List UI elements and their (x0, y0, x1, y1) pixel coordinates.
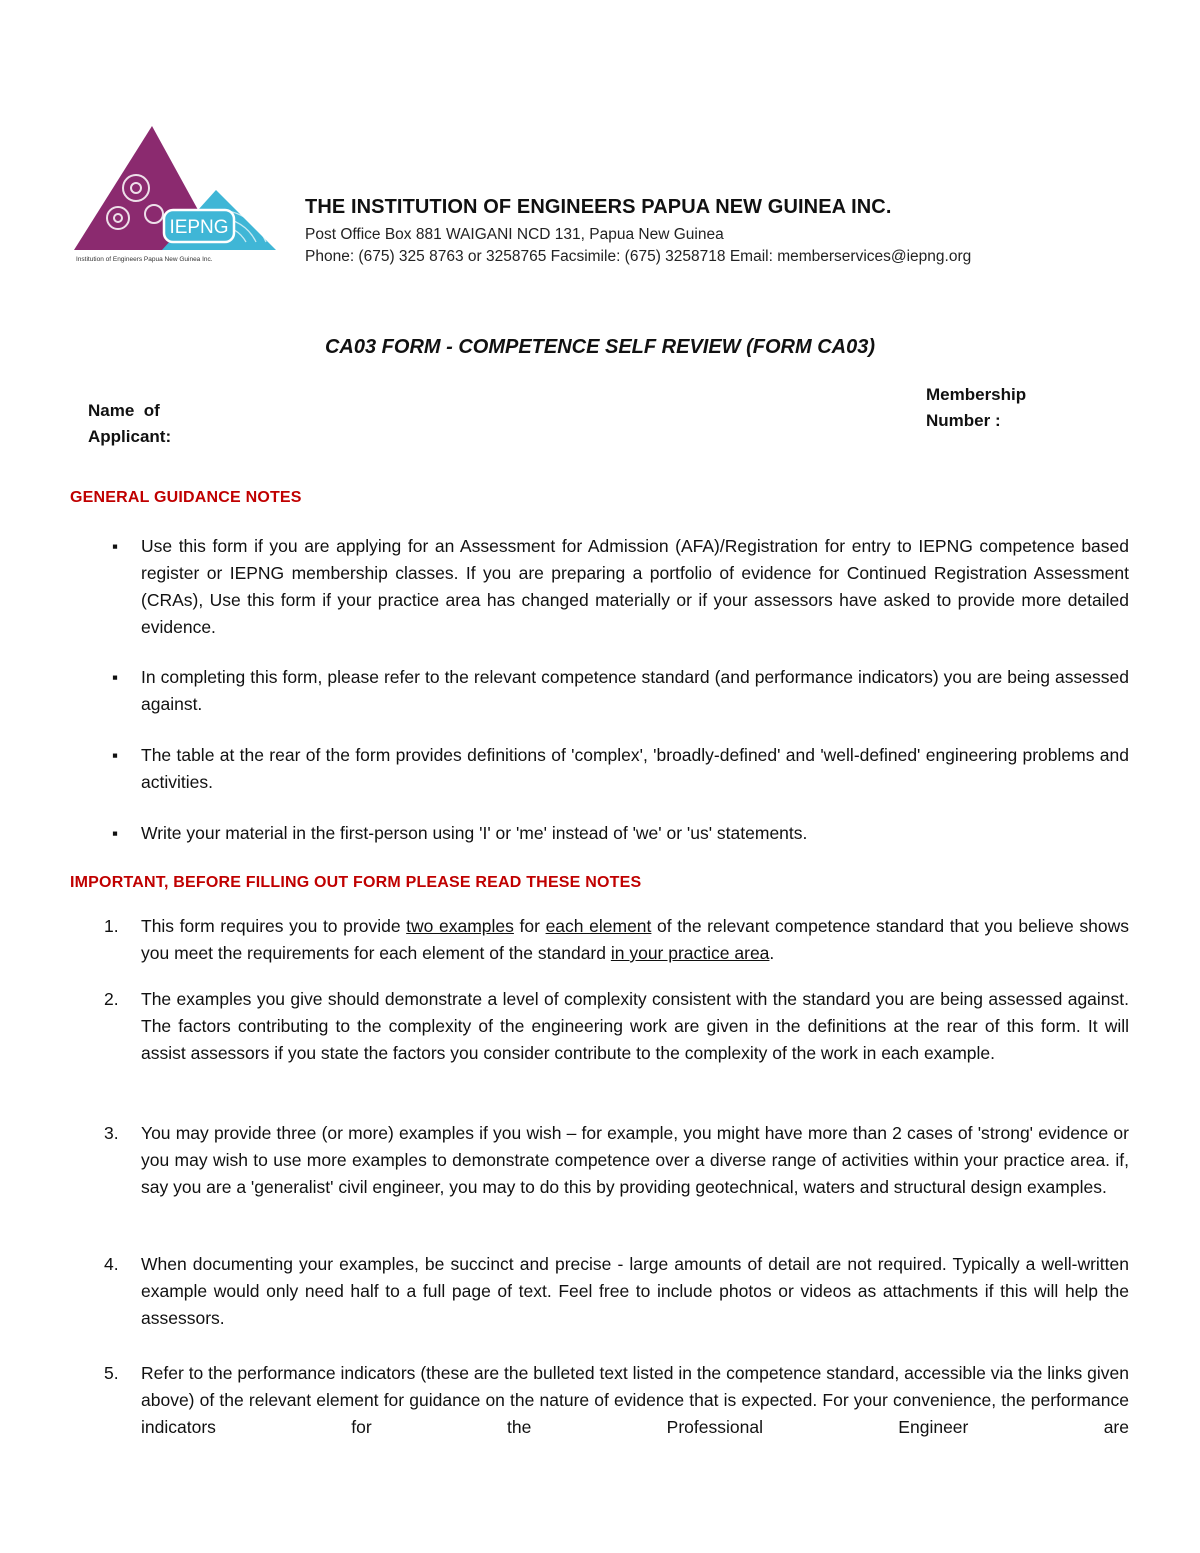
org-name: THE INSTITUTION OF ENGINEERS PAPUA NEW GUINEA INC. (305, 196, 892, 218)
note-1-text-a: This form requires you to provide (141, 916, 407, 936)
note-number-4: 4. (104, 1254, 119, 1274)
note-1-underline-practice-area: in your practice area (610, 943, 770, 963)
bullet-icon: ▪ (112, 824, 119, 843)
note-item-2: The examples you give should demonstrate a level of complexity consistent with the standard you are being assessed against. The factors contributing to the complexity of the engineering work are given in the definitions at the rear of this form. It will assist assessors if you state the factors you consider contribute to the complexity of the work in each example. (141, 989, 1129, 1063)
logo-text: IEPNG (169, 217, 229, 238)
iepng-logo (70, 118, 280, 268)
general-guidance-heading: GENERAL GUIDANCE NOTES (70, 489, 302, 506)
note-number-2: 2. (104, 989, 119, 1009)
applicant-name-label (88, 398, 171, 450)
applicant-name-label-line2: Applicant: (88, 427, 172, 446)
applicant-name-label-line1: Name of (88, 401, 160, 420)
membership-number-label (926, 382, 1026, 434)
note-item-5: Refer to the performance indicators (these are the bulleted text listed in the competence standard, accessible via the links given above) of the relevant element for guidance on the nature of evidence that is expected. For your convenience, the performance indicators for the Professional Engineer are (141, 1363, 1129, 1437)
note-1-text-c: of the relevant competence standard that you believe shows you meet the requirements for each element of the standard (141, 916, 1129, 963)
membership-label-line2: Number : (926, 411, 1001, 430)
note-item-3: You may provide three (or more) examples if you wish – for example, you might have more than 2 cases of 'strong' evidence or you may wish to use more examples to demonstrate competence over a diverse range of activities within your practice area. if, say you are a 'generalist' civil engineer, you may to do this by providing geotechnical, waters and structural design examples. (141, 1123, 1129, 1197)
note-1-text-d: . (769, 943, 775, 963)
note-number-3: 3. (104, 1123, 119, 1143)
bullet-icon: ▪ (112, 537, 119, 556)
note-1-underline-each-element: each element (545, 916, 652, 936)
guidance-item-2: In completing this form, please refer to the relevant competence standard (and performance indicators) you are being assessed against. (141, 667, 1129, 714)
org-contact: Phone: (675) 325 8763 or 3258765 Facsimile: (675) 3258718 Email: memberservices@iepng.org (305, 248, 972, 265)
note-item-4: When documenting your examples, be succinct and precise - large amounts of detail are not required. Typically a well-written example would only need half to a full page of text. Feel free to include photos or videos as attachments if this will help the assessors. (141, 1254, 1129, 1328)
note-number-1: 1. (104, 916, 119, 936)
logo-caption: Institution of Engineers Papua New Guinea Inc. (76, 256, 213, 263)
note-item-1 (141, 913, 1129, 967)
guidance-item-3: The table at the rear of the form provides definitions of 'complex', 'broadly-defined' and 'well-defined' engineering problems and activities. (141, 745, 1129, 792)
bullet-icon: ▪ (112, 668, 119, 687)
note-1-underline-two-examples: two examples (406, 916, 514, 936)
note-1-text-b: for (513, 916, 546, 936)
note-number-5: 5. (104, 1363, 119, 1383)
bullet-icon: ▪ (112, 746, 119, 765)
form-title: CA03 FORM - COMPETENCE SELF REVIEW (FORM CA03) (324, 336, 876, 358)
important-notes-heading: IMPORTANT, BEFORE FILLING OUT FORM PLEASE READ THESE NOTES (70, 874, 642, 891)
org-address: Post Office Box 881 WAIGANI NCD 131, Papua New Guinea (305, 226, 724, 243)
org-block (305, 196, 1125, 268)
guidance-item-4: Write your material in the first-person using 'I' or 'me' instead of 'we' or 'us' statements. (141, 823, 808, 843)
guidance-item-1: Use this form if you are applying for an Assessment for Admission (AFA)/Registration for entry to IEPNG competence based register or IEPNG membership classes. If you are preparing a portfolio of evidence for Continued Registration Assessment (CRAs), Use this form if your practice area has changed materially or if your assessors have asked to provide more detailed evidence. (141, 536, 1129, 637)
membership-label-line1: Membership (926, 385, 1027, 404)
